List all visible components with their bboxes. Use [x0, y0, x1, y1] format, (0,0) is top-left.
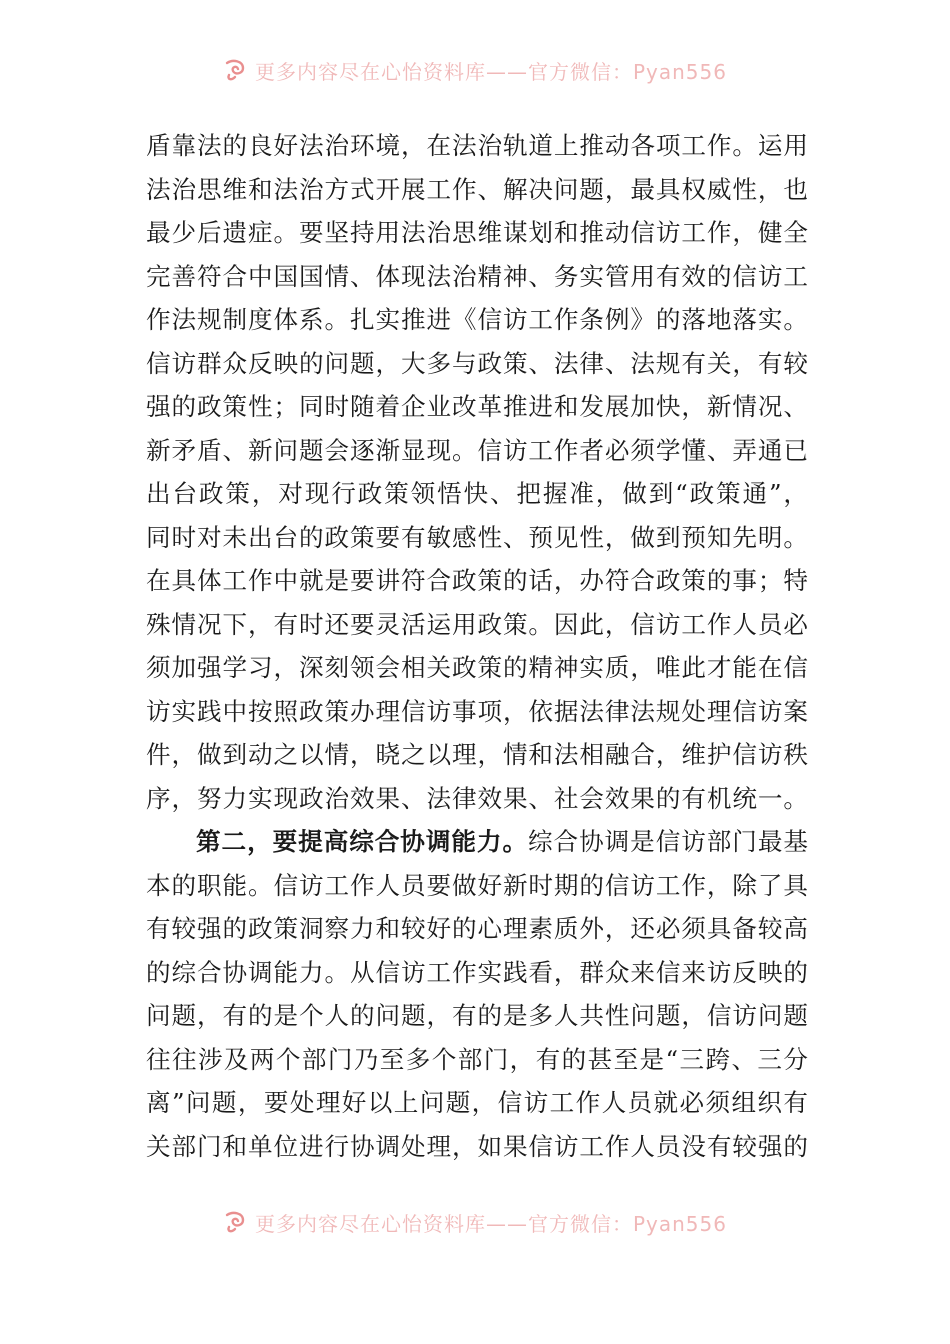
text-line: 同时对未出台的政策要有敏感性、预见性，做到预知先明。 — [146, 522, 808, 552]
text-line: 作法规制度体系。扎实推进《信访工作条例》的落地落实。 — [146, 305, 808, 334]
watermark-footer — [0, 1202, 950, 1242]
text-line: 殊情况下，有时还要灵活运用政策。因此，信访工作人员必 — [146, 609, 808, 639]
text-line-heading — [146, 820, 808, 864]
swirl-logo-icon — [223, 57, 249, 83]
text-line: 信访群众反映的问题，大多与政策、法律、法规有关，有较 — [146, 348, 808, 378]
text-line: 本的职能。信访工作人员要做好新时期的信访工作，除了具 — [146, 870, 808, 900]
paragraph-1 — [146, 124, 808, 820]
text-line: 须加强学习，深刻领会相关政策的精神实质，唯此才能在信 — [146, 653, 808, 682]
text-line: 往往涉及两个部门乃至多个部门，有的甚至是“三跨、三分 — [146, 1044, 808, 1074]
text-line: 有较强的政策洞察力和较好的心理素质外，还必须具备较高 — [146, 914, 808, 943]
text-line: 的综合协调能力。从信访工作实践看，群众来信来访反映的 — [146, 957, 808, 987]
swirl-logo-icon — [223, 1209, 249, 1235]
text-line: 序，努力实现政治效果、法律效果、社会效果的有机统一。 — [146, 783, 808, 813]
text-line: 出台政策，对现行政策领悟快、把握准，做到“政策通”， — [146, 479, 808, 508]
text-line: 访实践中按照政策办理信访事项，依据法律法规处理信访案 — [146, 696, 808, 726]
text-line: 件，做到动之以情，晓之以理，情和法相融合，维护信访秩 — [146, 740, 808, 769]
text-line: 问题，有的是个人的问题，有的是多人共性问题，信访问题 — [146, 1001, 808, 1030]
text-line: 离”问题，要处理好以上问题，信访工作人员就必须组织有 — [146, 1088, 808, 1117]
document-body — [146, 124, 808, 1168]
section-heading: 第二，要提高综合协调能力。 — [196, 827, 528, 856]
watermark-text: 更多内容尽在心怡资料库——官方微信：Pyan556 — [254, 1211, 727, 1236]
text-line: 完善符合中国国情、体现法治精神、务实管用有效的信访工 — [146, 261, 808, 291]
text-line: 关部门和单位进行协调处理，如果信访工作人员没有较强的 — [146, 1131, 808, 1161]
text-line: 最少后遗症。要坚持用法治思维谋划和推动信访工作，健全 — [146, 218, 808, 247]
text-line: 盾靠法的良好法治环境，在法治轨道上推动各项工作。运用 — [146, 131, 808, 160]
text-line: 法治思维和法治方式开展工作、解决问题，最具权威性，也 — [146, 174, 808, 204]
watermark-header — [0, 50, 950, 90]
paragraph-2 — [146, 820, 808, 1168]
heading-line-rest: 综合协调是信访部门最基 — [528, 827, 808, 856]
text-line: 在具体工作中就是要讲符合政策的话，办符合政策的事；特 — [146, 566, 808, 595]
watermark-text: 更多内容尽在心怡资料库——官方微信：Pyan556 — [254, 59, 727, 84]
text-line: 强的政策性；同时随着企业改革推进和发展加快，新情况、 — [146, 392, 808, 421]
text-line: 新矛盾、新问题会逐渐显现。信访工作者必须学懂、弄通已 — [146, 435, 808, 465]
